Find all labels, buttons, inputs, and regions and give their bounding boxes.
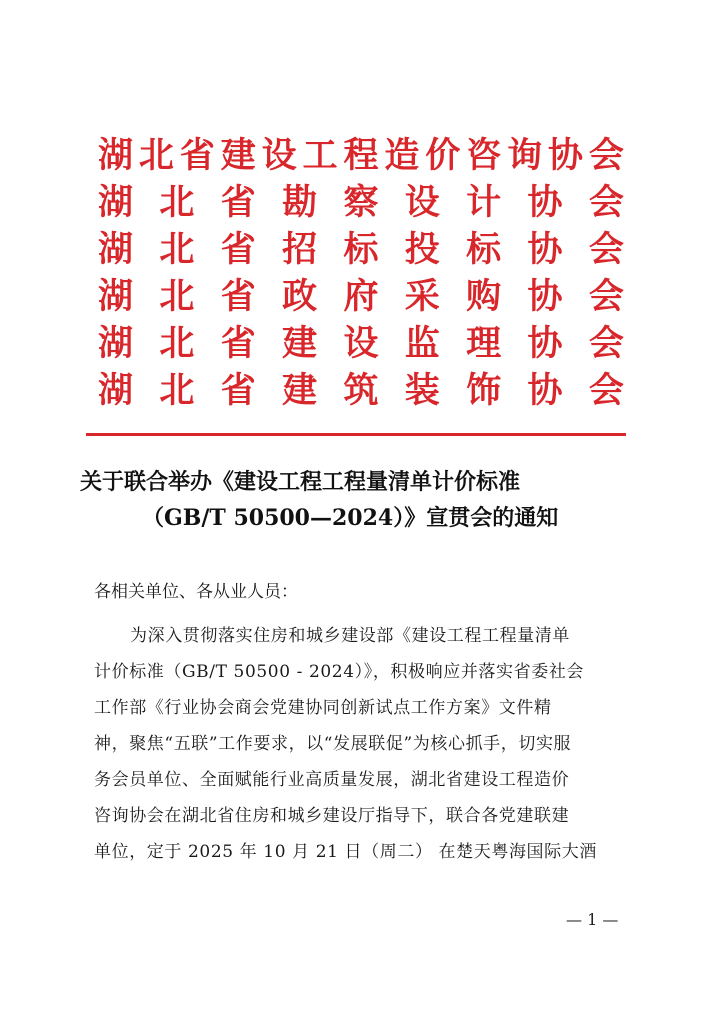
organization-name-line: 湖 北 省 建 筑 装 饰 协 会: [98, 371, 624, 411]
organization-name-line: 湖 北 省 招 标 投 标 协 会: [98, 230, 624, 270]
salutation: 各相关单位、各从业人员：: [94, 582, 298, 602]
body-paragraph: [94, 618, 634, 870]
organization-name-line: 湖 北 省 建 设 工 程 造 价 咨 询 协 会: [98, 136, 624, 176]
body-line: 神，聚焦“五联”工作要求，以“发展联促”为核心抓手，切实服: [94, 734, 572, 754]
organization-name-line: 湖 北 省 建 设 监 理 协 会: [98, 324, 624, 364]
organization-name-line: 湖 北 省 政 府 采 购 协 会: [98, 277, 624, 317]
organization-name-line: 湖 北 省 勘 察 设 计 协 会: [98, 183, 624, 223]
body-line: 务会员单位、全面赋能行业高质量发展，湖北省建设工程造价: [94, 770, 570, 790]
page-number: — 1 —: [566, 910, 619, 929]
body-line: 单位，定于 2025 年 10 月 21 日（周二） 在楚天粤海国际大酒: [94, 842, 597, 862]
document-title-line-1: 关于联合举办《建设工程工程量清单计价标准: [80, 469, 521, 495]
body-line: 咨询协会在湖北省住房和城乡建设厅指导下，联合各党建联建: [94, 806, 570, 826]
document-title-line-2: （GB/T 50500—2024）》宣贯会的通知: [142, 505, 559, 531]
body-line: 工作部《行业协会商会党建协同创新试点工作方案》文件精: [94, 698, 552, 718]
issuing-organizations-header: [98, 133, 624, 415]
body-line: 为深入贯彻落实住房和城乡建设部《建设工程工程量清单: [130, 626, 570, 646]
document-title: [80, 464, 660, 536]
red-divider-rule: [86, 433, 626, 436]
body-line: 计价标准（GB/T 50500 - 2024）》，积极响应并落实省委社会: [94, 662, 585, 682]
